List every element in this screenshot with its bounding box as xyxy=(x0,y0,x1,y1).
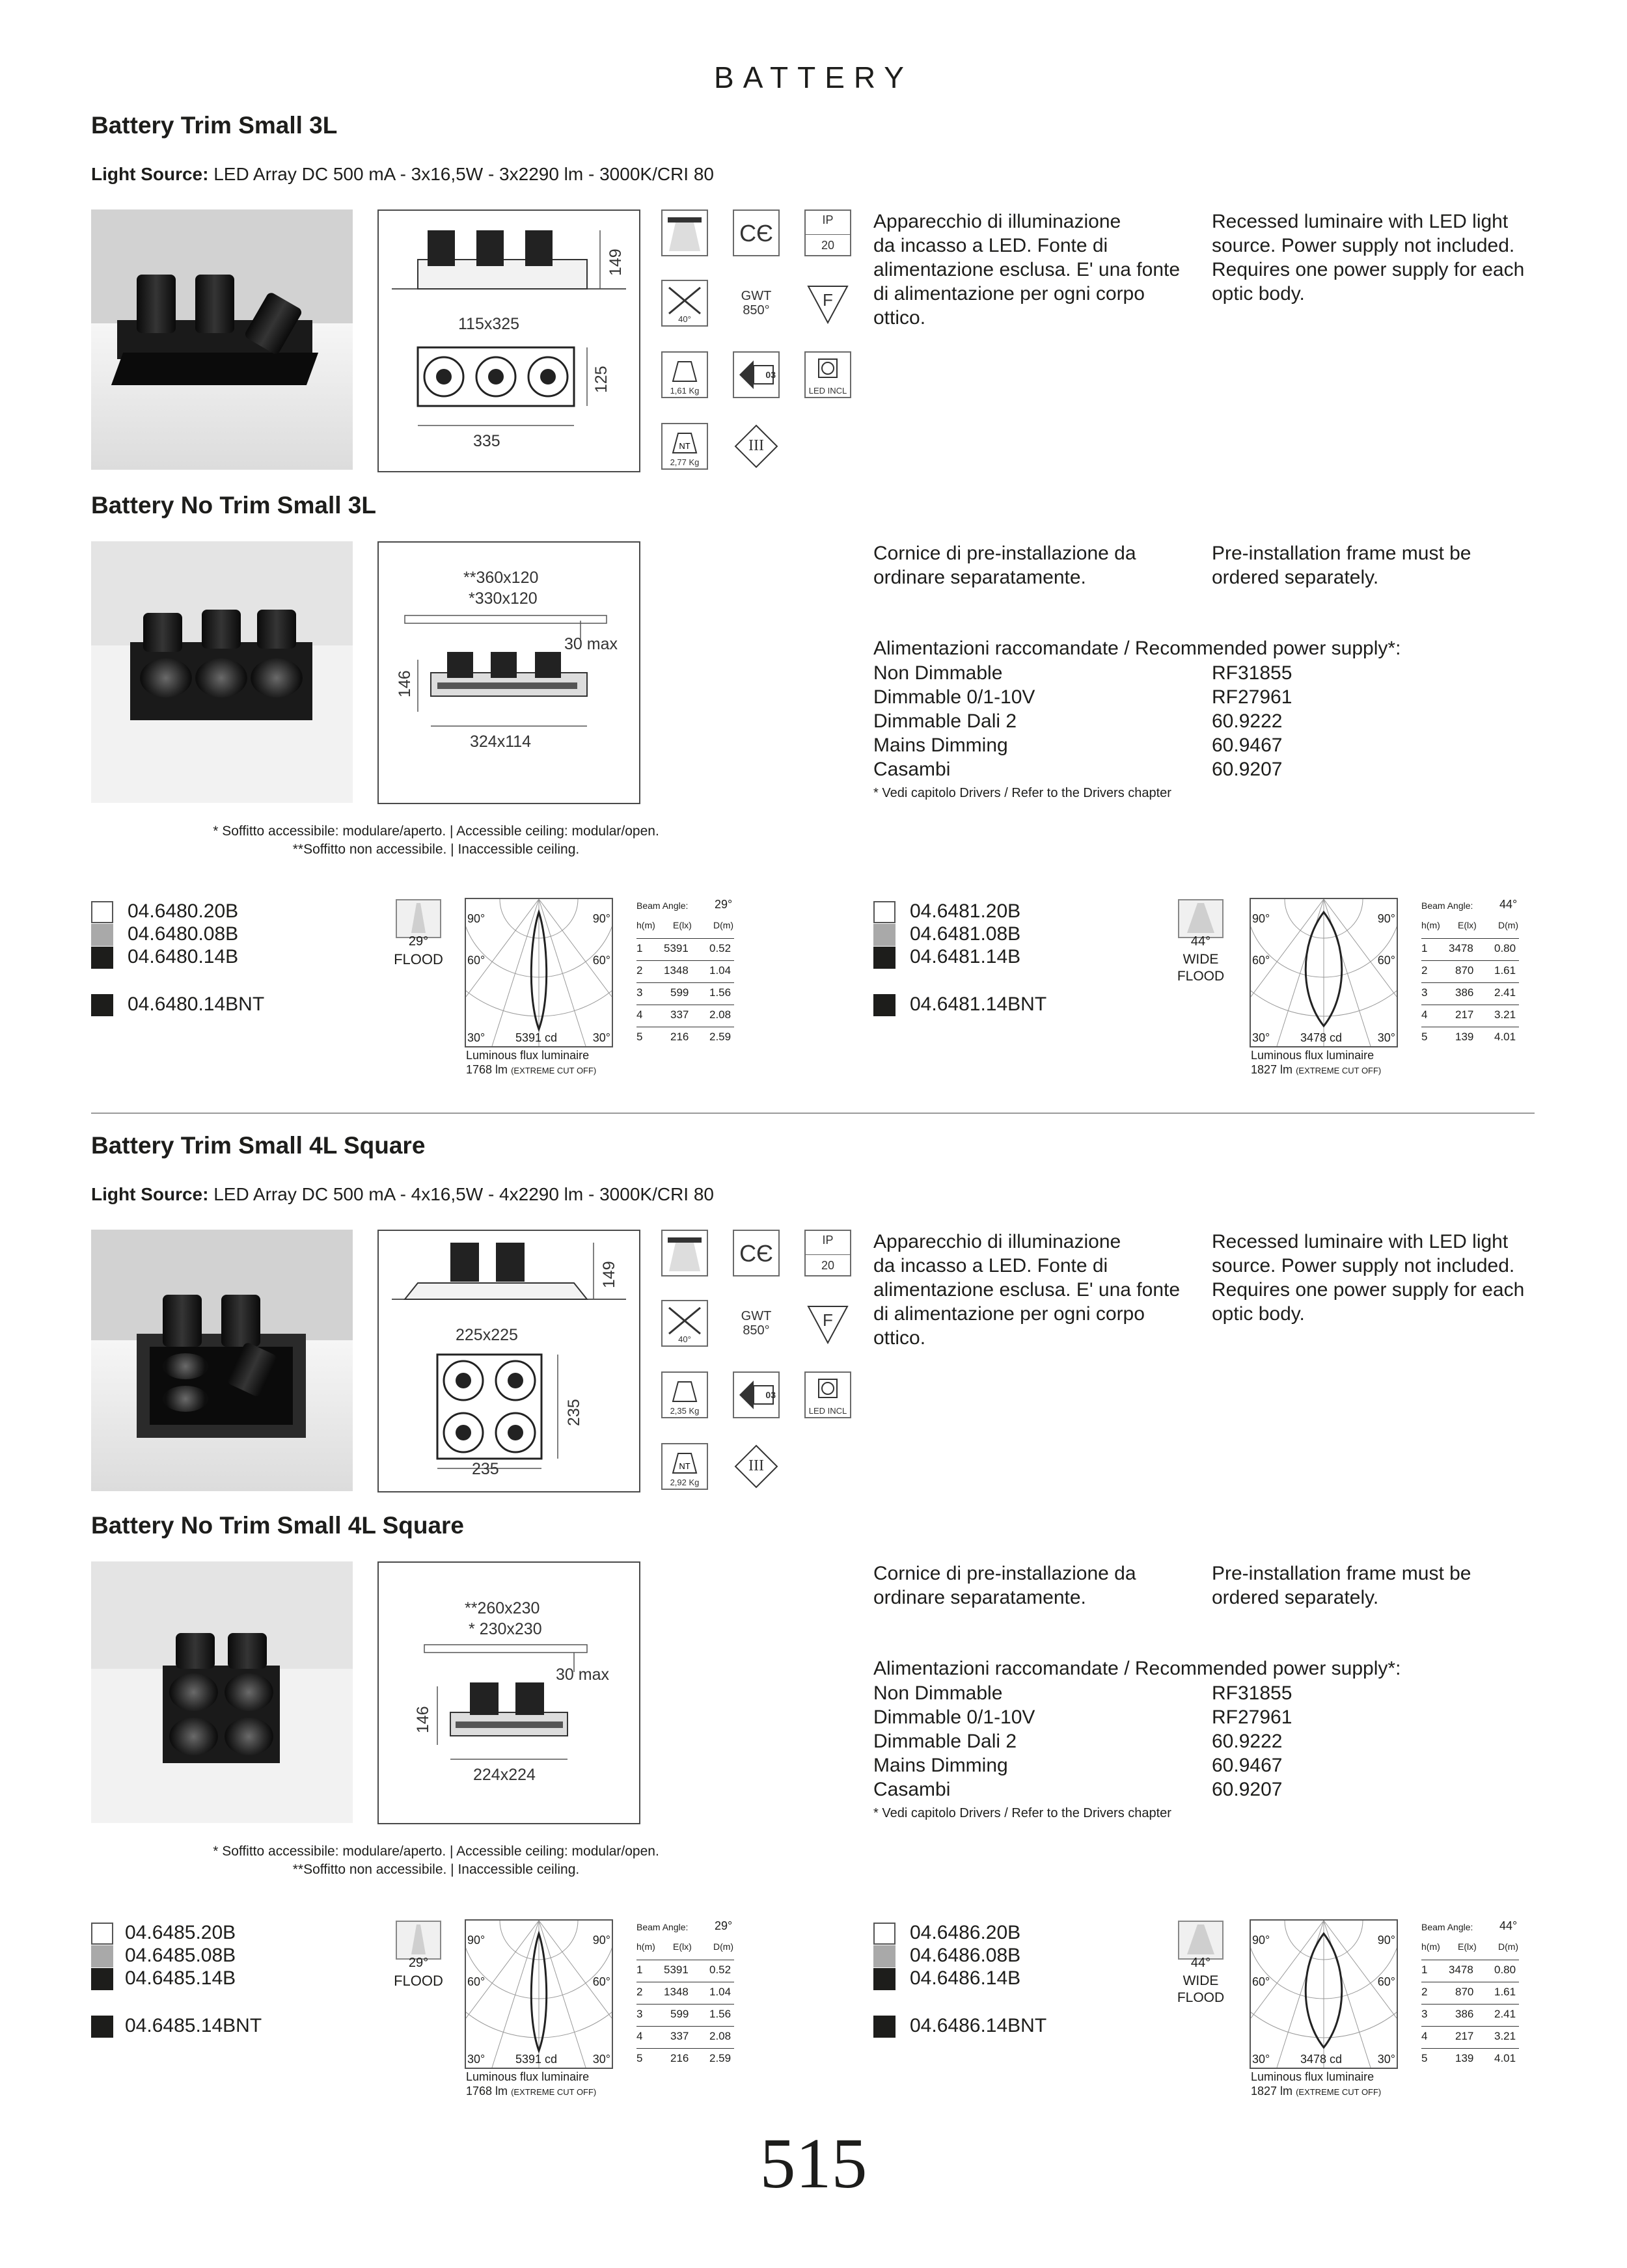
led-included-icon: LED INCL xyxy=(804,351,851,398)
description-italian: Apparecchio di illuminazione da incasso a LED. Fonte di alimentazione esclusa. E' una fonte di alimentazione per ogni corpo ottico. xyxy=(873,211,1181,329)
ce-mark-icon: CЄ xyxy=(733,209,780,256)
ps-code: 60.9222 xyxy=(1212,1731,1283,1752)
description-italian: Apparecchio di illuminazione da incasso a LED. Fonte di alimentazione esclusa. E' una fonte di alimentazione per ogni corpo ottico. xyxy=(873,1231,1181,1349)
energy-class-icon: 03 xyxy=(733,351,780,398)
product-code-no-trim: 04.6485.14BNT xyxy=(125,2015,262,2036)
finish-swatch-grey xyxy=(91,924,113,946)
ps-label: Non Dimmable xyxy=(873,662,1003,684)
ip-rating-icon: IP 20 xyxy=(804,209,851,256)
dim-height: 146 xyxy=(414,1706,432,1733)
dim-size: 324x114 xyxy=(470,733,532,751)
product-photo-trim-3l xyxy=(91,209,353,470)
weight-icon: 2,35 Kg xyxy=(661,1371,708,1418)
finish-swatch-black-nt xyxy=(91,2016,113,2038)
ps-label: Mains Dimming xyxy=(873,735,1008,756)
ps-code: RF31855 xyxy=(1212,662,1292,684)
product-code-no-trim: 04.6486.14BNT xyxy=(910,2015,1047,2036)
led-included-icon: LED INCL xyxy=(804,1371,851,1418)
ps-label: Non Dimmable xyxy=(873,1682,1003,1704)
ps-code: 60.9207 xyxy=(1212,759,1283,780)
beam-angle: 44° xyxy=(1190,1956,1211,1970)
svg-text:NT: NT xyxy=(679,441,690,451)
frame-note-english: Pre-installation frame must be ordered separately. xyxy=(1212,1563,1471,1608)
dim-width: 335 xyxy=(473,432,500,450)
recessed-icon xyxy=(661,209,708,256)
product-code: 04.6480.14B xyxy=(128,946,239,967)
frame-note-italian: Cornice di pre-installazione da ordinare separatamente. xyxy=(873,543,1136,588)
description-english: Recessed luminaire with LED light source. Power supply not included. Requires one power supply for each optic body. xyxy=(1212,211,1525,304)
beam-icon xyxy=(1178,899,1224,938)
recessed-icon xyxy=(661,1230,708,1276)
product-photo-trim-4l xyxy=(91,1230,353,1491)
finish-swatch-black xyxy=(873,1968,896,1990)
beam-angle: 29° xyxy=(408,1956,429,1970)
photometric-table: Beam Angle: 44° h(m) E(lx) D(m) 1 3478 0.80 2 870 1.61 3 386 2.41 4 217 3.21 5 139 4.01 xyxy=(1421,898,1519,1043)
technical-drawing-trim-3l xyxy=(377,209,640,472)
product-code: 04.6485.20B xyxy=(125,1922,236,1943)
glow-wire-icon: GWT 850° xyxy=(733,280,780,327)
dim-depth: 235 xyxy=(565,1399,583,1426)
dim-cut: 225x225 xyxy=(456,1326,518,1344)
beam-name: FLOOD xyxy=(394,1973,443,1989)
flux-label: Luminous flux luminaire xyxy=(1251,2070,1374,2083)
technical-drawing-trim-4l xyxy=(377,1230,640,1492)
finish-swatch-grey xyxy=(873,924,896,946)
dim-size: 224x224 xyxy=(473,1766,536,1784)
dim-max: 30 max xyxy=(564,635,618,653)
ceiling-note-inaccessible: **Soffitto non accessibile. | Inaccessible ceiling. xyxy=(292,842,580,857)
ps-label: Dimmable Dali 2 xyxy=(873,1731,1017,1752)
finish-swatch-white xyxy=(91,901,113,923)
beam-name: FLOOD xyxy=(394,951,443,967)
dim-max: 30 max xyxy=(556,1666,609,1684)
finish-swatch-grey xyxy=(91,1945,113,1967)
ps-code: RF31855 xyxy=(1212,1682,1292,1704)
photometric-table: Beam Angle: 44° h(m) E(lx) D(m) 1 3478 0.80 2 870 1.61 3 386 2.41 4 217 3.21 5 139 4.01 xyxy=(1421,1919,1519,2064)
safety-class-iii-icon: III xyxy=(733,1443,780,1490)
ps-code: RF27961 xyxy=(1212,686,1292,708)
finish-swatch-grey xyxy=(873,1945,896,1967)
product-photo-no-trim-3l xyxy=(91,541,353,803)
f-mark-icon: F xyxy=(804,280,851,327)
ps-code: 60.9467 xyxy=(1212,735,1283,756)
product-code-no-trim: 04.6480.14BNT xyxy=(128,993,265,1015)
dim-frame-accessible: *330x120 xyxy=(469,589,538,608)
ps-label: Dimmable Dali 2 xyxy=(873,710,1017,732)
drawing-svg xyxy=(379,211,639,471)
glow-wire-icon: GWT 850° xyxy=(733,1300,780,1347)
finish-swatch-black xyxy=(91,1968,113,1990)
beam-name: WIDE FLOOD xyxy=(1177,952,1225,984)
product-code: 04.6481.20B xyxy=(910,900,1021,922)
ps-code: 60.9222 xyxy=(1212,710,1283,732)
technical-drawing-no-trim-3l xyxy=(377,541,640,804)
product-code: 04.6485.14B xyxy=(125,1967,236,1989)
ps-label: Casambi xyxy=(873,759,951,780)
beam-angle: 44° xyxy=(1190,934,1211,949)
finish-swatch-black xyxy=(873,947,896,969)
ps-code: 60.9207 xyxy=(1212,1779,1283,1800)
light-source: Light Source: LED Array DC 500 mA - 4x16,5W - 4x2290 lm - 3000K/CRI 80 xyxy=(91,1184,715,1204)
flux-label: Luminous flux luminaire xyxy=(1251,1049,1374,1062)
product-code: 04.6481.08B xyxy=(910,923,1021,945)
flux-label: Luminous flux luminaire xyxy=(466,1049,590,1062)
beam-name: WIDE FLOOD xyxy=(1177,1973,1225,2005)
no-trim-weight-icon: NT 2,92 Kg xyxy=(661,1443,708,1490)
beam-icon xyxy=(1178,1921,1224,1960)
description-english: Recessed luminaire with LED light source. Power supply not included. Requires one power supply for each optic body. xyxy=(1212,1231,1525,1325)
power-supply-title: Alimentazioni raccomandate / Recommended power supply*: xyxy=(873,638,1401,659)
technical-drawing-no-trim-4l xyxy=(377,1561,640,1824)
ps-code: 60.9467 xyxy=(1212,1755,1283,1776)
finish-swatch-black-nt xyxy=(91,994,113,1016)
power-supply-title: Alimentazioni raccomandate / Recommended power supply*: xyxy=(873,1658,1401,1679)
light-source: Light Source: LED Array DC 500 mA - 3x16,5W - 3x2290 lm - 3000K/CRI 80 xyxy=(91,164,715,184)
product-code: 04.6485.08B xyxy=(125,1945,236,1966)
frame-note-english: Pre-installation frame must be ordered separately. xyxy=(1212,543,1471,588)
energy-class-icon: 03 xyxy=(733,1371,780,1418)
section-divider xyxy=(91,1113,1535,1114)
ps-label: Casambi xyxy=(873,1779,951,1800)
dim-frame-inaccessible: **260x230 xyxy=(465,1599,540,1617)
beam-icon xyxy=(396,1921,441,1960)
dim-depth: 125 xyxy=(592,366,610,393)
no-trim-weight-icon: NT 2,77 Kg xyxy=(661,423,708,470)
flux-label: Luminous flux luminaire xyxy=(466,2070,590,2083)
page-number: 515 xyxy=(759,2124,868,2203)
polar-diagram: 90° 90° 60° 60° 30° 30° 3478 cd xyxy=(1250,1919,1398,2069)
ps-code: RF27961 xyxy=(1212,1707,1292,1728)
finish-swatch-black xyxy=(91,947,113,969)
frame-note-italian: Cornice di pre-installazione da ordinare separatamente. xyxy=(873,1563,1136,1608)
finish-swatch-black-nt xyxy=(873,994,896,1016)
ps-label: Mains Dimming xyxy=(873,1755,1008,1776)
beam-icon xyxy=(396,899,441,938)
adjustable-beam-icon: 40° xyxy=(661,280,708,327)
photometric-table: Beam Angle: 29° h(m) E(lx) D(m) 1 5391 0.52 2 1348 1.04 3 599 1.56 4 337 2.08 5 216 2.59 xyxy=(636,1919,734,2064)
ps-label: Dimmable 0/1-10V xyxy=(873,686,1035,708)
flux-value: 1827 lm (EXTREME CUT OFF) xyxy=(1251,1063,1382,1076)
product-photo-no-trim-4l xyxy=(91,1561,353,1823)
product-code: 04.6486.20B xyxy=(910,1922,1021,1943)
flux-value: 1827 lm (EXTREME CUT OFF) xyxy=(1251,2085,1382,2098)
dim-width: 235 xyxy=(472,1460,499,1478)
dim-frame-inaccessible: **360x120 xyxy=(463,569,539,587)
ceiling-note-accessible: * Soffitto accessibile: modulare/aperto. | Accessible ceiling: modular/open. xyxy=(213,1844,659,1859)
dim-cut: 115x325 xyxy=(458,315,520,333)
photometric-table: Beam Angle: 29° h(m) E(lx) D(m) 1 5391 0.52 2 1348 1.04 3 599 1.56 4 337 2.08 5 216 2.59 xyxy=(636,898,734,1043)
dim-height: 146 xyxy=(396,670,414,697)
finish-swatch-black-nt xyxy=(873,2016,896,2038)
product-code: 04.6480.20B xyxy=(128,900,239,922)
ceiling-note-accessible: * Soffitto accessibile: modulare/aperto. | Accessible ceiling: modular/open. xyxy=(213,824,659,839)
finish-swatch-white xyxy=(873,901,896,923)
ps-label: Dimmable 0/1-10V xyxy=(873,1707,1035,1728)
finish-swatch-white xyxy=(873,1923,896,1945)
ip-rating-icon: IP 20 xyxy=(804,1230,851,1276)
ce-mark-icon: CЄ xyxy=(733,1230,780,1276)
beam-angle: 29° xyxy=(408,934,429,949)
product-code: 04.6481.14B xyxy=(910,946,1021,967)
f-mark-icon: F xyxy=(804,1300,851,1347)
safety-class-iii-icon: III xyxy=(733,423,780,470)
polar-diagram: 90° 90° 60° 60° 30° 30° 3478 cd xyxy=(1250,898,1398,1047)
trim-title: Battery Trim Small 3L xyxy=(91,112,338,139)
no-trim-title: Battery No Trim Small 4L Square xyxy=(91,1512,465,1539)
product-code-no-trim: 04.6481.14BNT xyxy=(910,993,1047,1015)
weight-icon: 1,61 Kg xyxy=(661,351,708,398)
product-code: 04.6480.08B xyxy=(128,923,239,945)
adjustable-beam-icon: 40° xyxy=(661,1300,708,1347)
product-code: 04.6486.08B xyxy=(910,1945,1021,1966)
power-supply-note: * Vedi capitolo Drivers / Refer to the Drivers chapter xyxy=(873,786,1171,800)
trim-title: Battery Trim Small 4L Square xyxy=(91,1132,426,1159)
flux-value: 1768 lm (EXTREME CUT OFF) xyxy=(466,1063,597,1076)
polar-diagram: 90° 90° 60° 60° 30° 30° 5391 cd xyxy=(465,898,613,1047)
power-supply-note: * Vedi capitolo Drivers / Refer to the Drivers chapter xyxy=(873,1806,1171,1820)
dim-height: 149 xyxy=(600,1261,618,1288)
flux-value: 1768 lm (EXTREME CUT OFF) xyxy=(466,2085,597,2098)
ceiling-note-inaccessible: **Soffitto non accessibile. | Inaccessible ceiling. xyxy=(292,1862,580,1877)
svg-text:NT: NT xyxy=(679,1461,690,1471)
dim-frame-accessible: * 230x230 xyxy=(469,1620,542,1638)
dim-height: 149 xyxy=(607,249,625,276)
polar-diagram: 90° 90° 60° 60° 30° 30° 5391 cd xyxy=(465,1919,613,2069)
no-trim-title: Battery No Trim Small 3L xyxy=(91,492,376,519)
product-code: 04.6486.14B xyxy=(910,1967,1021,1989)
finish-swatch-white xyxy=(91,1923,113,1945)
page-header: BATTERY xyxy=(714,61,913,94)
